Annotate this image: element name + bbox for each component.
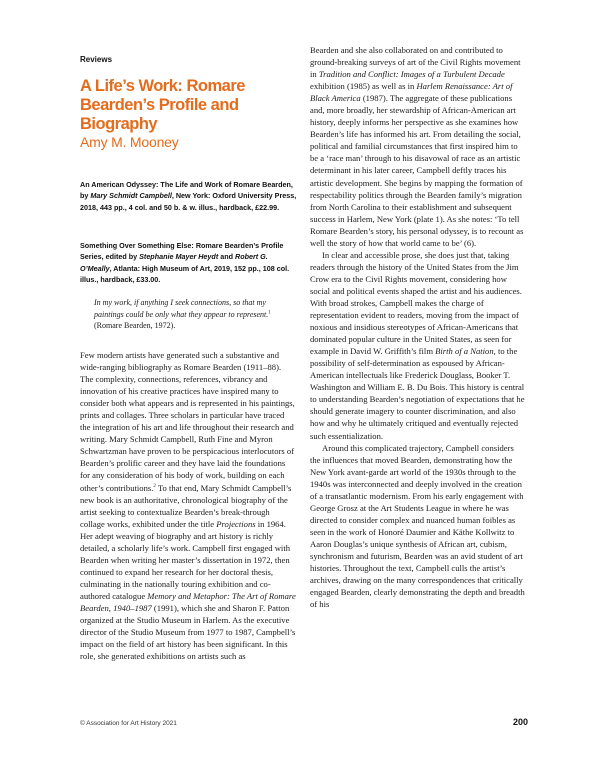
book-2-edited-by: edited by bbox=[103, 252, 140, 262]
text-run: Few modern artists have generated such a substantive and wide-ranging bibliography as Romare Bearden (1911–88). The complexity, connections, references, vibrancy and innovation of his creative practices have inspired many to consider both what appears and is represented in his paintings, prints and collages. Three scholars in particular have traced the integration of his art and life throughout their research and writing. Mary Schmidt Campbell, Ruth Fine and Myron Schwartzman have proven to be perspicacious interlocutors of Bearden’s prolific career and they have laid the foundations for any consideration of his body of work, building on each other’s contributions. bbox=[80, 350, 295, 493]
epigraph bbox=[94, 297, 284, 332]
left-column-body bbox=[80, 349, 296, 662]
italic-title: Harlem Renaissance: Art of Black America bbox=[310, 81, 513, 104]
book-citation-2 bbox=[80, 240, 298, 285]
right-column-body bbox=[310, 44, 526, 610]
paragraph-2 bbox=[310, 249, 526, 442]
book-2-editor-2: Robert G. O’Meally bbox=[80, 252, 268, 273]
book-2-details: , Atlanta: High Museum of Art, 2019, 152 pp., 108 col. illus., hardback, £33.00. bbox=[80, 263, 290, 284]
article-author: Amy M. Mooney bbox=[80, 134, 179, 150]
italic-title: Projections bbox=[216, 518, 256, 529]
italic-title: Birth of a Nation bbox=[435, 346, 494, 357]
text-run: in 1964. Her adept weaving of biography and art history is richly detailed, a scholarly life’s work. Campbell first engaged with Bearden when writing her master’s dissertation in 1972, then continued to expand her research for her doctoral thesis, culminating in the nationally touring exhibition and co-authored catalogue bbox=[80, 518, 291, 601]
book-1-title: An American Odyssey: The Life and Work of Romare Bearden, bbox=[80, 180, 293, 189]
footnote-ref-1[interactable]: 1 bbox=[268, 309, 271, 315]
epigraph-quote: In my work, if anything I seek connections, so that my paintings could be only what they appear to represent. bbox=[94, 298, 269, 319]
text-run: Bearden and she also collaborated on and contributed to ground-breaking surveys of art of the Civil Rights movement in bbox=[310, 45, 521, 80]
book-2-editor-1: Stephanie Mayer Heydt bbox=[139, 252, 219, 262]
text-run: In clear and accessible prose, she does just that, taking readers through the history of the United States from the Jim Crow era to the Civil Rights movement, considering how social and political events shaped the artist and his audiences. With broad strokes, Campbell makes the charge of representation evident to readers, moving from the impact of noxious and insidious stereotypes of African-Americans that dominated popular culture in the United States, as seen for example in David W. Griffith’s film bbox=[310, 249, 522, 357]
italic-title: Tradition and Conflict: Images of a Turbulent Decade bbox=[318, 69, 505, 80]
paragraph-1-continued bbox=[310, 44, 526, 249]
footnote-ref-2[interactable]: 2 bbox=[153, 483, 156, 489]
copyright-notice: © Association for Art History 2021 bbox=[80, 720, 177, 727]
book-1-author: Mary Schmidt Campbell bbox=[90, 191, 172, 201]
text-run: To that end, Mary Schmidt Campbell’s new book is an authoritative, chronological biography of the artist seeking to contextualize Bearden’s break-through collage works, exhibited under the title bbox=[80, 482, 292, 529]
article-title: A Life’s Work: Romare Bearden’s Profile and Biography bbox=[80, 77, 245, 133]
section-label: Reviews bbox=[80, 55, 113, 64]
paragraph-1 bbox=[80, 349, 296, 662]
epigraph-attribution: (Romare Bearden, 1972). bbox=[94, 321, 176, 331]
book-1-details: , New York: Oxford University Press, 2018, 443 pp., 4 col. and 50 b. & w. illus., hardback, £22.99. bbox=[80, 191, 297, 212]
text-run: (1991), which she and Sharon F. Patton organized at the Studio Museum in Harlem. As the executive director of the Studio Museum from 1977 to 1987, Campbell’s impact on the field of art history has been significant. In this role, she generated exhibitions on artists such as bbox=[80, 602, 296, 662]
book-2-and: and bbox=[218, 252, 235, 262]
paragraph-3 bbox=[310, 442, 526, 611]
italic-title: Memory and Metaphor: The Art of Romare Bearden, 1940–1987 bbox=[80, 590, 296, 613]
book-citation-1 bbox=[80, 179, 298, 213]
text-run: (1987). The aggregate of these publications and, more broadly, her stewardship of African-American art history, deeply informs her perspective as she examines how Bearden’s life has informed his art. From detailing the social, political and familial circumstances that first inspired him to be a ‘race man’ through to his disavowal of race as an artistic determinant in his later career, Campbell deftly traces his artistic development. She begins by mapping the formation of respectability politics through the Bearden family’s migration from North Carolina to their establishment and subsequent success in Harlem, New York (plate 1). As she notes: ‘To tell Romare Bearden’s story, his personal odyssey, is to recount as well the story of how that world came to be’ (6). bbox=[310, 93, 524, 248]
book-2-title: Something Over Something Else: Romare Bearden’s Profile Series, bbox=[80, 241, 284, 262]
text-run: , to the possibility of self-determination as espoused by African-American intellectuals like Frederick Douglass, Booker T. Washington and William E. B. Du Bois. This history is central to understanding Bearden’s negotiation of expectations that he should generate imagery to counter discrimination, and also how and why he ultimately critiqued and eventually rejected such essentialization. bbox=[310, 346, 525, 441]
text-run: exhibition (1985) as well as in bbox=[310, 81, 417, 92]
page-number: 200 bbox=[512, 717, 528, 727]
book-1-by: by bbox=[80, 191, 91, 201]
text-run: Around this complicated trajectory, Campbell considers the influences that moved Bearden, demonstrating how the New York avant-garde art world of the 1930s through to the 1940s was interconnected and deeply involved in the creation of a transatlantic modernism. From his early engagement with George Grosz at the Art Students League in where he was directed to consider complex and nuanced human foibles as seen in the work of Honoré Daumier and Käthe Kollwitz to Aaron Douglas’s unique synthesis of African art, cubism, synchronism and futurism, Bearden was an avid student of art histories. Throughout the text, Campbell culls the artist’s archives, drawing on the many correspondences that critically engaged Bearden, clearly demonstrating the depth and breadth of his bbox=[310, 442, 525, 610]
